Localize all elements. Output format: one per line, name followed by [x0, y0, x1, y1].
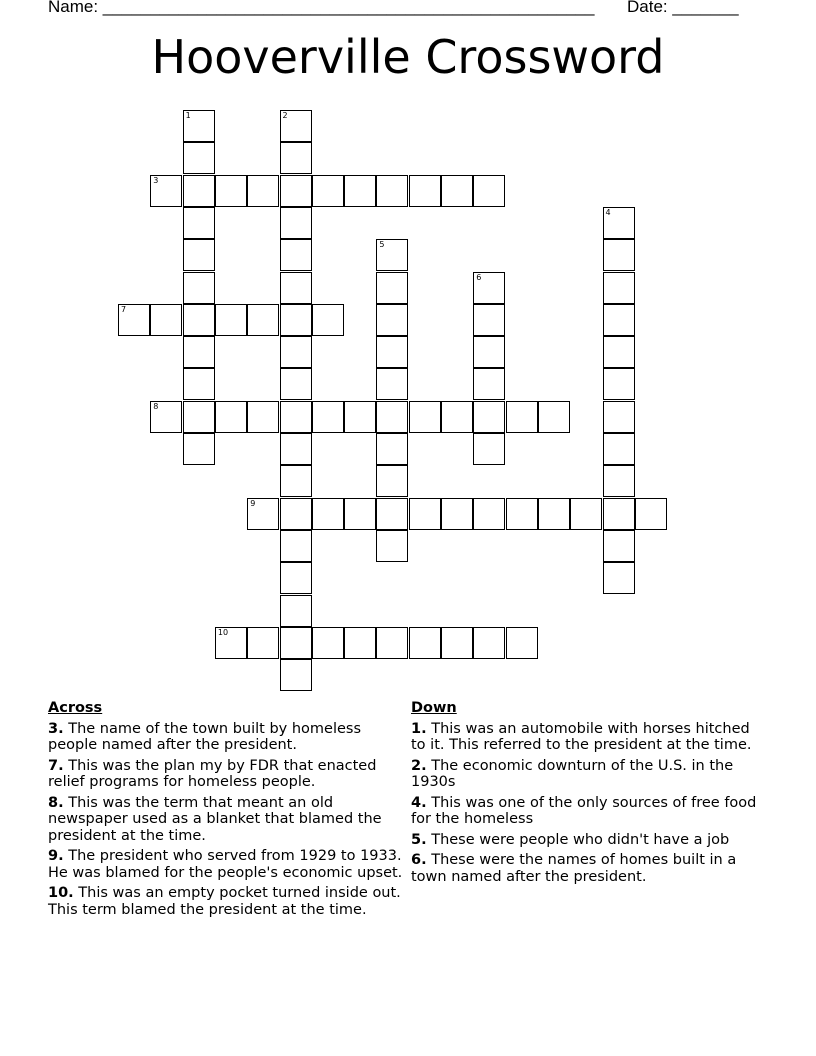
crossword-cell[interactable]: [441, 401, 473, 433]
name-field[interactable]: Name: ____________________________________________________: [48, 0, 595, 16]
crossword-cell[interactable]: [376, 401, 408, 433]
crossword-cell[interactable]: [376, 239, 408, 271]
clue-number: 3.: [48, 720, 64, 737]
crossword-cell[interactable]: [473, 627, 505, 659]
cell-number: 8: [153, 401, 159, 411]
crossword-cell[interactable]: [280, 336, 312, 368]
cell-number: 4: [605, 207, 611, 217]
crossword-cell[interactable]: [247, 304, 279, 336]
crossword-cell[interactable]: [183, 368, 215, 400]
crossword-cell[interactable]: [603, 562, 635, 594]
clue-number: 1.: [411, 720, 427, 737]
crossword-cell[interactable]: [473, 401, 505, 433]
crossword-cell[interactable]: [280, 530, 312, 562]
crossword-cell[interactable]: [183, 433, 215, 465]
clue-number: 6.: [411, 852, 427, 868]
crossword-cell[interactable]: [376, 498, 408, 530]
crossword-cell[interactable]: [603, 239, 635, 271]
crossword-cell[interactable]: [118, 304, 150, 336]
across-clue-8: [48, 795, 408, 845]
crossword-cell[interactable]: [506, 498, 538, 530]
cell-number: 7: [121, 304, 127, 314]
crossword-cell[interactable]: [280, 207, 312, 239]
crossword-cell[interactable]: [376, 304, 408, 336]
crossword-cell[interactable]: [344, 175, 376, 207]
crossword-cell[interactable]: [603, 433, 635, 465]
crossword-cell[interactable]: [312, 175, 344, 207]
crossword-cell[interactable]: [280, 368, 312, 400]
crossword-cell[interactable]: [215, 401, 247, 433]
cell-number: 2: [282, 111, 288, 120]
crossword-cell[interactable]: [280, 142, 312, 174]
cell-number: 10: [217, 627, 229, 637]
crossword-cell[interactable]: [376, 336, 408, 368]
page-title: Hooverville Crossword: [151, 30, 665, 84]
crossword-cell[interactable]: [473, 433, 505, 465]
crossword-cell[interactable]: [312, 401, 344, 433]
down-clues: [411, 700, 767, 889]
crossword-cell[interactable]: [183, 401, 215, 433]
crossword-cell[interactable]: [183, 272, 215, 304]
crossword-cell[interactable]: [215, 627, 247, 659]
clue-number: 10.: [48, 885, 74, 901]
crossword-cell[interactable]: [538, 401, 570, 433]
down-clue-5: [411, 832, 767, 849]
crossword-cell[interactable]: [183, 336, 215, 368]
down-clue-4: [411, 795, 767, 828]
crossword-cell[interactable]: [473, 498, 505, 530]
crossword-cell[interactable]: [603, 272, 635, 304]
down-clue-2: [411, 758, 767, 791]
crossword-cell[interactable]: [635, 498, 667, 530]
crossword-cell[interactable]: [312, 498, 344, 530]
crossword-cell[interactable]: [183, 207, 215, 239]
crossword-cell[interactable]: [215, 304, 247, 336]
clue-text: This was an automobile with horses hitched to it. This referred to the president at the time.: [411, 720, 752, 753]
crossword-cell[interactable]: [376, 272, 408, 304]
crossword-cell[interactable]: [603, 304, 635, 336]
crossword-cell[interactable]: [376, 530, 408, 562]
crossword-cell[interactable]: [280, 304, 312, 336]
crossword-cell[interactable]: [409, 498, 441, 530]
crossword-cell[interactable]: [183, 142, 215, 174]
crossword-cell[interactable]: [473, 336, 505, 368]
crossword-cell[interactable]: [603, 465, 635, 497]
crossword-cell[interactable]: [376, 465, 408, 497]
crossword-cell[interactable]: [506, 627, 538, 659]
clue-text: These were the names of homes built in a town named after the president.: [411, 852, 737, 885]
crossword-cell[interactable]: [150, 175, 182, 207]
crossword-cell[interactable]: [280, 627, 312, 659]
crossword-cell[interactable]: [344, 627, 376, 659]
crossword-cell[interactable]: [409, 401, 441, 433]
crossword-cell[interactable]: [409, 175, 441, 207]
crossword-cell[interactable]: [441, 627, 473, 659]
crossword-cell[interactable]: [280, 465, 312, 497]
crossword-cell[interactable]: [441, 175, 473, 207]
crossword-cell[interactable]: [280, 562, 312, 594]
crossword-cell[interactable]: [280, 110, 312, 142]
cell-number: 5: [379, 240, 385, 250]
crossword-cell[interactable]: [603, 401, 635, 433]
crossword-cell[interactable]: [603, 207, 635, 239]
crossword-cell[interactable]: [280, 401, 312, 433]
across-heading: Across: [48, 700, 103, 716]
crossword-cell[interactable]: [603, 530, 635, 562]
crossword-cell[interactable]: [280, 595, 312, 627]
across-clue-9: [48, 848, 408, 881]
clue-number: 9.: [48, 848, 64, 864]
crossword-cell[interactable]: [473, 368, 505, 400]
clue-text: This was the term that meant an old newspaper used as a blanket that blamed the president at the time.: [48, 794, 382, 844]
crossword-cell[interactable]: [280, 659, 312, 691]
crossword-cell[interactable]: [150, 304, 182, 336]
crossword-cell[interactable]: [603, 336, 635, 368]
crossword-cell[interactable]: [344, 401, 376, 433]
crossword-cell[interactable]: [247, 401, 279, 433]
date-field[interactable]: Date: _______: [627, 0, 739, 16]
crossword-cell[interactable]: [183, 175, 215, 207]
crossword-cell[interactable]: [376, 368, 408, 400]
crossword-cell[interactable]: [247, 175, 279, 207]
crossword-cell[interactable]: [570, 498, 602, 530]
crossword-cell[interactable]: [376, 627, 408, 659]
crossword-cell[interactable]: [441, 498, 473, 530]
crossword-cell[interactable]: [150, 401, 182, 433]
crossword-cell[interactable]: [280, 272, 312, 304]
crossword-cell[interactable]: [280, 175, 312, 207]
crossword-cell[interactable]: [376, 175, 408, 207]
down-clue-6: [411, 852, 767, 885]
cell-number: 1: [185, 111, 191, 120]
crossword-cell[interactable]: [473, 272, 505, 304]
crossword-cell[interactable]: [538, 498, 570, 530]
clue-number: 8.: [48, 794, 64, 811]
crossword-cell[interactable]: [409, 627, 441, 659]
crossword-cell[interactable]: [215, 175, 247, 207]
crossword-cell[interactable]: [344, 498, 376, 530]
crossword-cell[interactable]: [183, 239, 215, 271]
clue-text: This was an empty pocket turned inside out. This term blamed the president at the time.: [48, 885, 401, 918]
clue-number: 4.: [411, 794, 427, 811]
crossword-cell[interactable]: [603, 498, 635, 530]
down-heading: Down: [411, 700, 457, 716]
clue-text: The economic downturn of the U.S. in the 1930s: [411, 757, 734, 790]
crossword-cell[interactable]: [312, 304, 344, 336]
crossword-cell[interactable]: [312, 627, 344, 659]
across-clue-7: [48, 758, 408, 791]
crossword-cell[interactable]: [473, 175, 505, 207]
clue-number: 7.: [48, 757, 64, 774]
clue-text: These were people who didn't have a job: [431, 831, 730, 848]
crossword-cell[interactable]: [280, 498, 312, 530]
across-clue-3: [48, 721, 408, 754]
cell-number: 9: [250, 498, 256, 508]
clue-text: This was one of the only sources of free food for the homeless: [411, 794, 757, 827]
clue-text: The name of the town built by homeless people named after the president.: [48, 720, 362, 753]
across-clue-10: [48, 885, 408, 918]
crossword-cell[interactable]: [183, 304, 215, 336]
cell-number: 6: [476, 272, 482, 282]
cell-number: 3: [153, 175, 159, 185]
crossword-cell[interactable]: [183, 110, 215, 142]
crossword-cell[interactable]: [280, 239, 312, 271]
clue-number: 5.: [411, 831, 427, 848]
crossword-cell[interactable]: [603, 368, 635, 400]
crossword-cell[interactable]: [473, 304, 505, 336]
clue-text: The president who served from 1929 to 1933. He was blamed for the people's economic upset.: [48, 848, 403, 881]
clue-number: 2.: [411, 757, 427, 774]
crossword-cell[interactable]: [376, 433, 408, 465]
crossword-cell[interactable]: [280, 433, 312, 465]
crossword-cell[interactable]: [506, 401, 538, 433]
crossword-cell[interactable]: [247, 498, 279, 530]
crossword-cell[interactable]: [247, 627, 279, 659]
down-clue-1: [411, 721, 767, 754]
across-clues: [48, 700, 408, 922]
clue-text: This was the plan my by FDR that enacted relief programs for homeless people.: [48, 757, 377, 790]
